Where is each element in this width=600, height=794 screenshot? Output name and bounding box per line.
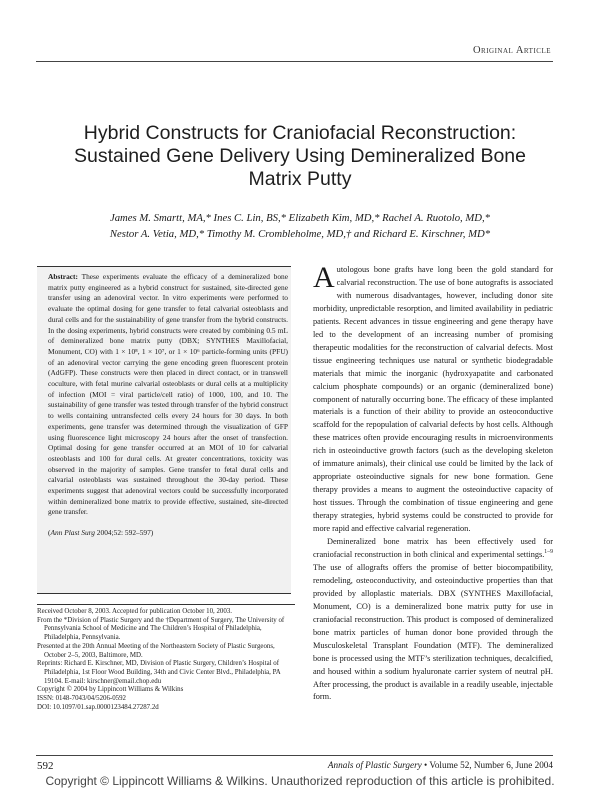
journal-name: Annals of Plastic Surgery [327,760,422,770]
body-column [313,261,553,704]
footnote-copyright: Copyright © 2004 by Lippincott Williams & Wilkins [37,686,184,694]
drop-cap: A [313,261,335,294]
citation-journal: Ann Plast Surg [50,528,95,538]
body-paragraph-2 [313,536,553,704]
abstract-citation: (Ann Plast Surg 2004;52: 592–597) [48,528,154,538]
header-rule [36,61,553,62]
footnote-affiliation: From the *Division of Plastic Surgery and the †Department of Surgery, The University of Pennsylvania School of Medicine and The Children’s Hospital of Philadelphia, Philadelphia, Pennsylvania. [37,616,285,642]
article-title: Hybrid Constructs for Craniofacial Reconstruction: Sustained Gene Delivery Using Demineralized Bone Matrix Putty [74,122,526,190]
abstract-box [37,266,291,594]
footnotes [37,604,295,712]
footnote-issn: ISSN: 0148-7043/04/5206-0592 [37,695,127,703]
abstract-label: Abstract: [48,272,78,281]
journal-issue: • Volume 52, Number 6, June 2004 [421,760,553,770]
footnote-received: Received October 8, 2003. Accepted for publication October 10, 2003. [37,608,232,615]
author-line-1: James M. Smartt, MA,* Ines C. Lin, BS,* Elizabeth Kim, MD,* Rachel A. Ruotolo, MD,* [109,212,491,224]
body-paragraph-1 [313,261,553,536]
author-list [50,210,550,242]
journal-reference [328,760,553,770]
body-paragraph-2-start: Demineralized bone matrix has been effectively used for craniofacial reconstruction in both clinical and experimental settings. [313,537,553,559]
footnote-reprints: Reprints: Richard E. Kirschner, MD, Division of Plastic Surgery, Children’s Hospital of Philadelphia, 1st Floor Wood Building, 34th and Civic Center Blvd., Philadelphia, PA 19104. E-mail: kirschner@email.chop.edu [37,660,281,685]
page-number: 592 [37,760,54,772]
abstract-body: These experiments evaluate the efficacy of a demineralized bone matrix putty engineered as a hybrid construct for sustained, site-directed gene transfer using an adenoviral vector. In vitro experiments were performed to evaluate the optimal dosing for gene transfer to fetal calvarial osteoblasts and dural cells and for the sustainability of gene transfer from the hybrid constructs. In the dosing experiments, hybrid constructs were created by combining 0.5 mL of demineralized bone matrix putty (DBX; SYNTHES Maxillofacial, Monument, CO) with 1 × 10⁸, 1 × 10⁷, or 1 × 10⁶ particle-forming units (PFU) of an adenoviral vector carrying the gene encoding green fluorescent protein (AdGFP). These constructs were then placed in direct contact, or in transwell coculture, with fetal murine calvarial osteoblasts or dural cells at a multiplicity of infection (MOI = viral particle/cell ratio) of 1000, 100, and 10. The sustainability of gene transfer was tested through transfer of the hybrid construct to wells containing untransfected cells every 24 hours for 30 days. In both experiments, gene transfer was determined through the visualization of GFP using fluorescence light microscopy 24 hours after the onset of transfection. Optimal dosing for gene transfer occurred at an MOI of 10 for calvarial osteoblasts and 100 for dural cells. At greater concentrations, toxicity was observed in the majority of samples. Gene transfer to fetal dural cells and calvarial osteoblasts was sustained throughout the 30-day period. These experiments suggest that adenoviral vectors could be successfully incorporated within demineralized bone matrix to provide effective, sustained, site-directed gene transfer. [48,272,289,517]
body-paragraph-1-text: utologous bone grafts have long been the gold standard for calvarial reconstruction. The use of bone autografts is associated with numerous disadvantages, however, including donor site morbidity, unpredictable resorption, and limited availability in pediatric patients. Recent advances in tissue engineering and gene therapy have led to the development of an increasing number of promising therapeutic modalities for the reconstruction of calvarial defects. Most tissue engineering techniques use natural or synthetic biodegradable materials that mimic the inorganic (hydroxyapatite and carbonated calcium phosphate compounds) or an organic (demineralized bone) component of naturally occurring bone. The efficacy of these implanted materials is a function of their ability to provide an osteoconductive scaffold for the repopulation of calvarial defects by host cells. Although these matrices often provide encouraging results in microenvironments rich in osteoinductive growth factors (such as the developing skeleton of immature animals), their clinical use could be limited by the lack of appropriate osteoinductive signals for new bone formation. Gene therapy provides a means to augment the osteoinductive capacity of host tissues. Through the combination of tissue engineering and gene therapy strategies, hybrid systems could be constructed to provide for more rapid and effective calvarial regeneration. [313,265,553,534]
footer-rule [36,755,553,756]
citation-details: 2004;52: 592–597) [94,528,154,538]
footnote-doi: DOI: 10.1097/01.sap.0000123484.27287.2d [37,703,159,711]
footnote-presented: Presented at the 20th Annual Meeting of the Northeastern Society of Plastic Surgeons, October 2–5, 2003, Baltimore, MD. [37,642,275,659]
citation-superscript: 1–9 [544,549,553,556]
body-paragraph-2-end: The use of allografts offers the promise of better biocompatibility, remodeling, osteoconductivity, and osteoinductive properties than that provided by alloplastic materials. DBX (SYNTHES Maxillofacial, Monument, CO) is a demineralized bone matrix putty for use in craniofacial reconstruction. This product is composed of demineralized bone matrix particles of human donor bone provided through the Musculoskeletal Transplant Foundation (MTF). The demineralized bone is processed using the MTF’s sterilization techniques, decalcified, and housed within a sodium hyaluronate carrier system of neutral pH. After processing, the product is available in a readily useable, injectable form. [313,562,553,702]
abstract-text [48,272,288,518]
copyright-notice: Copyright © Lippincott Williams & Wilkins. Unauthorized reproduction of this article is prohibited. [45,774,555,788]
section-label: Original Article [472,45,551,56]
author-line-2: Nestor A. Vetia, MD,* Timothy M. Crombleholme, MD,† and Richard E. Kirschner, MD* [109,228,491,240]
